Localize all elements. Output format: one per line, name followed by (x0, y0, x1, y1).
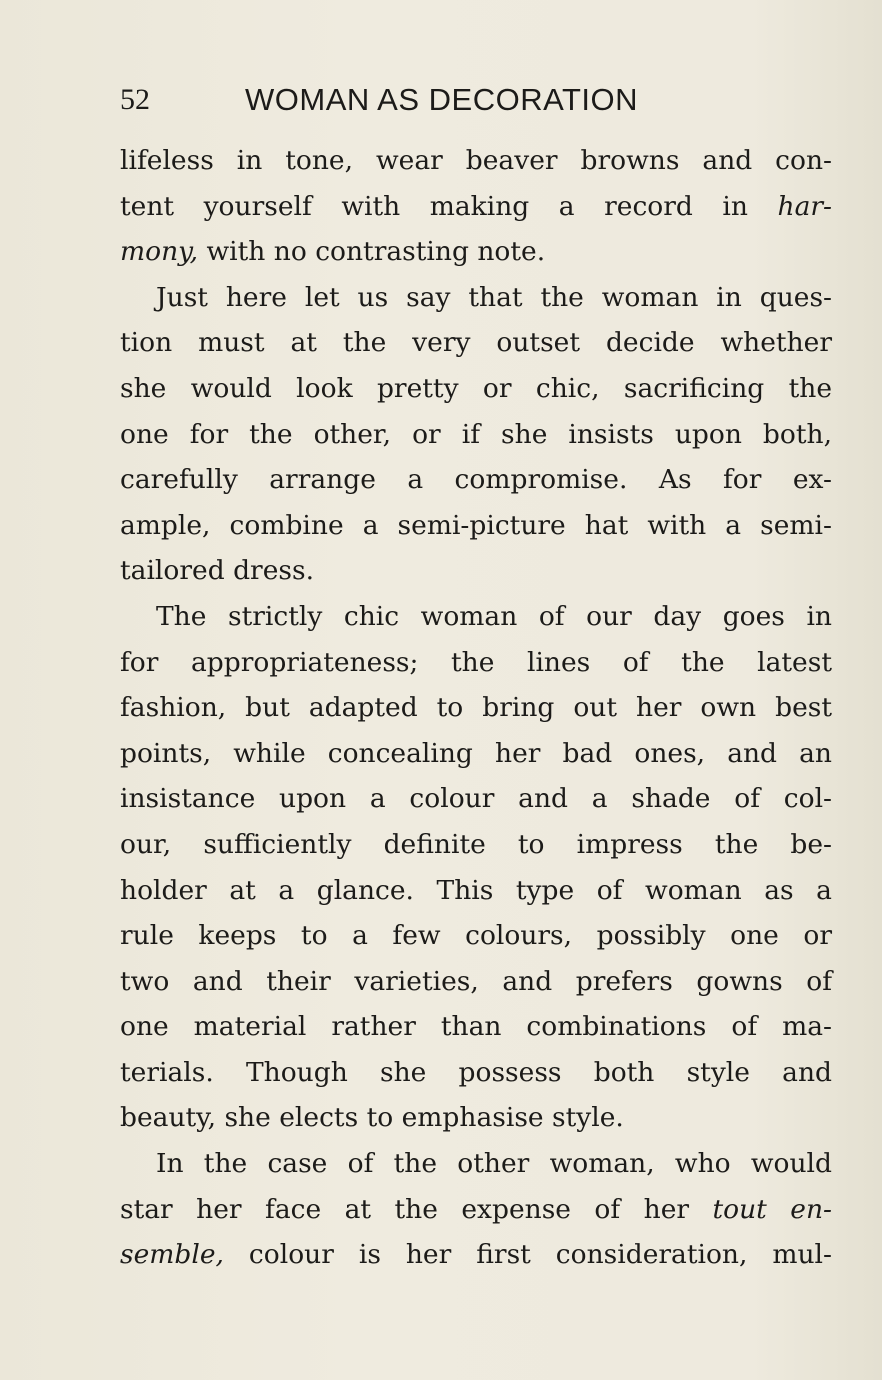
text-segment: two and their varieties, and prefers gowns of (120, 965, 832, 997)
text-line (120, 1004, 832, 1050)
italic-text: mony, (120, 236, 199, 268)
text-segment: rule keeps to a few colours, possibly one or (120, 920, 832, 952)
text-line (120, 1095, 832, 1141)
text-line (120, 548, 832, 594)
text-segment: ample, combine a semi-picture hat with a semi- (120, 509, 832, 541)
text-segment: holder at a glance. This type of woman as a (120, 874, 832, 906)
text-segment: terials. Though she possess both style and (120, 1056, 832, 1088)
text-line (120, 1232, 832, 1278)
text-line (120, 731, 832, 777)
text-line (120, 275, 832, 321)
text-line (120, 913, 832, 959)
text-segment: tailored dress. (120, 555, 315, 587)
text-line (120, 412, 832, 458)
text-segment: lifeless in tone, wear beaver browns and con- (120, 145, 832, 176)
text-segment: carefully arrange a compromise. As for ex- (120, 464, 832, 496)
text-segment: The strictly chic woman of our day goes in (156, 600, 832, 632)
text-segment: points, while concealing her bad ones, and an (120, 737, 832, 769)
text-line (120, 822, 832, 868)
text-segment: beauty, she elects to emphasise style. (120, 1102, 624, 1134)
text-line (120, 366, 832, 412)
text-line (120, 640, 832, 686)
text-segment: Just here let us say that the woman in ques- (156, 281, 832, 313)
text-segment: one material rather than combinations of ma- (120, 1011, 832, 1043)
text-line (120, 184, 832, 230)
page-number: 52 (120, 83, 150, 116)
text-line (120, 138, 832, 184)
text-line (120, 320, 832, 366)
text-segment: colour is her first consideration, mul- (223, 1239, 832, 1271)
text-segment: one for the other, or if she insists upon both, (120, 418, 832, 450)
text-segment: she would look pretty or chic, sacrificing the (120, 372, 832, 404)
text-segment: our, sufficiently definite to impress the be- (120, 828, 832, 860)
italic-text: semble, (120, 1239, 224, 1271)
text-segment: tion must at the very outset decide whether (120, 327, 832, 359)
text-line (120, 1141, 832, 1187)
text-line (120, 868, 832, 914)
text-line (120, 685, 832, 731)
page-header (120, 78, 840, 122)
text-segment: fashion, but adapted to bring out her own best (120, 692, 832, 724)
text-segment: for appropriateness; the lines of the latest (120, 646, 832, 678)
text-line (120, 229, 832, 275)
italic-text: tout en- (712, 1193, 832, 1225)
text-line (120, 503, 832, 549)
body-text (120, 138, 832, 1278)
running-head: WOMAN AS DECORATION (245, 82, 639, 117)
text-segment: In the case of the other woman, who would (156, 1148, 832, 1180)
text-segment: tent yourself with making a record in (120, 190, 778, 222)
text-segment: insistance upon a colour and a shade of col- (120, 783, 832, 815)
text-line (120, 457, 832, 503)
text-line (120, 776, 832, 822)
text-segment: with no contrasting note. (198, 236, 546, 268)
italic-text: har- (777, 190, 832, 222)
text-line (120, 1187, 832, 1233)
text-line (120, 594, 832, 640)
text-line (120, 1050, 832, 1096)
text-line (120, 959, 832, 1005)
text-segment: star her face at the expense of her (120, 1193, 713, 1225)
